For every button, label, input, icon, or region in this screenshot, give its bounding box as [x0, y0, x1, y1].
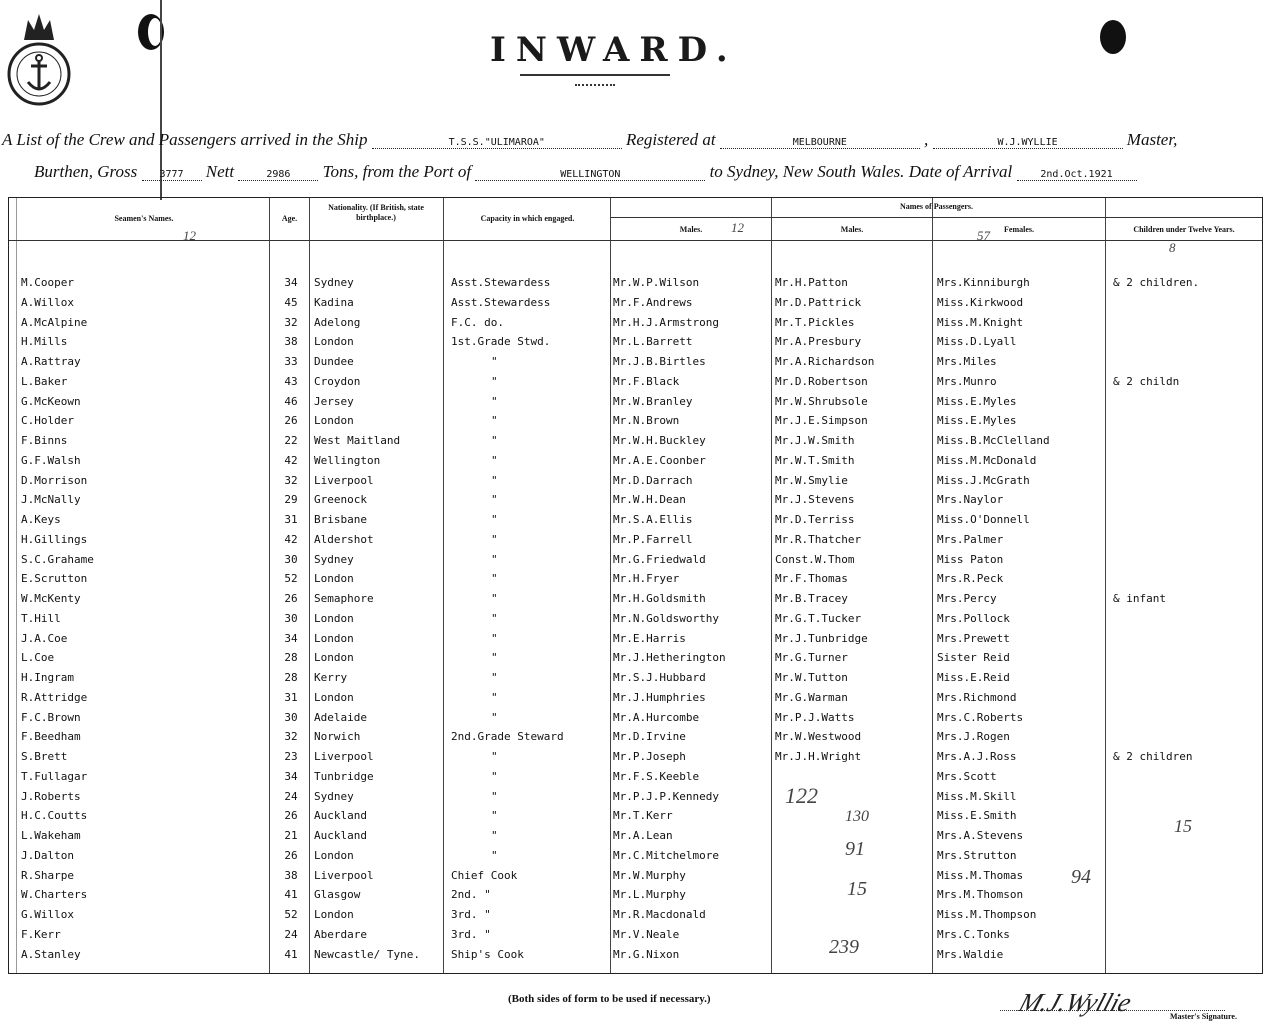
male-passenger: Mr.A.Lean [613, 829, 673, 842]
tally-note: 8 [1169, 240, 1176, 255]
seaman-name: W.Charters [21, 888, 88, 902]
seaman-name: H.C.Coutts [21, 809, 88, 823]
female-passenger: Mrs.Waldie [937, 947, 1004, 961]
male-passenger: Mr.N.Goldsworthy [613, 611, 719, 625]
seaman-name: L.Baker [21, 374, 68, 388]
age: 26 [284, 848, 298, 862]
female-passenger: Miss.M.Thomas [937, 868, 1024, 882]
male-passenger: Mr.W.Smylie [775, 473, 848, 487]
male-passenger: Const.W.Thom [775, 552, 855, 566]
seaman-name: A.Stanley [21, 947, 81, 961]
seaman-name: A.Rattray [21, 355, 81, 368]
male-passenger: Mr.W.Tutton [775, 671, 848, 684]
nationality: Glasgow [314, 888, 361, 902]
male-passenger: Mr.G.Warman [775, 690, 848, 704]
female-passenger: Mrs.Kinniburgh [937, 276, 1030, 289]
capacity: " [491, 611, 498, 625]
female-passenger: Mrs.J.Rogen [937, 730, 1010, 744]
nationality: Dundee [314, 355, 354, 368]
tally-note: 15 [1174, 816, 1192, 836]
capacity: " [491, 453, 498, 467]
seaman-name: G.Willox [21, 908, 74, 921]
children: & infant [1113, 592, 1166, 605]
male-passenger: Mr.T.Kerr [613, 809, 673, 823]
nationality: Auckland [314, 829, 367, 842]
age: 32 [284, 473, 298, 487]
seaman-name: T.Hill [21, 611, 61, 625]
tally-note: 15 [847, 878, 867, 900]
female-passenger: Miss.J.McGrath [937, 473, 1030, 487]
male-passenger: Mr.D.Darrach [613, 473, 693, 487]
capacity: " [491, 671, 498, 684]
male-passenger: Mr.J.H.Wright [775, 750, 862, 763]
male-passenger: Mr.P.Farrell [613, 532, 693, 546]
age: 28 [284, 651, 298, 665]
form-title: INWARD. [490, 30, 738, 70]
seaman-name: R.Sharpe [21, 868, 74, 882]
male-passenger: Mr.H.Goldsmith [613, 592, 706, 605]
male-passenger: Mr.T.Pickles [775, 315, 855, 329]
tally-note: 122 [785, 783, 818, 808]
nationality: West Maitland [314, 434, 401, 447]
capacity: " [491, 473, 498, 487]
ship-name: T.S.S."ULIMAROA" [372, 137, 622, 149]
male-passenger: Mr.F.Thomas [775, 572, 848, 586]
seaman-name: M.Cooper [21, 276, 74, 289]
nationality: Adelong [314, 315, 361, 329]
capacity: 3rd. " [451, 908, 491, 921]
age: 41 [284, 888, 298, 902]
seaman-name: A.Keys [21, 513, 61, 526]
signature-line [1000, 1010, 1225, 1011]
male-passenger: Mr.J.Humphries [613, 690, 706, 704]
female-passenger: Sister Reid [937, 651, 1010, 665]
male-passenger: Mr.G.Turner [775, 651, 848, 665]
tally-note: 94 [1071, 866, 1091, 888]
seal-emblem [4, 2, 74, 112]
male-passenger: Mr.D.Robertson [775, 374, 868, 388]
female-passenger: Miss.M.Thompson [937, 908, 1037, 921]
crew-passenger-table [8, 197, 1263, 974]
age: 26 [284, 809, 298, 823]
seaman-name: L.Wakeham [21, 829, 81, 842]
male-passenger: Mr.G.Friedwald [613, 552, 706, 566]
seaman-name: J.Roberts [21, 789, 81, 803]
male-passenger: Mr.W.T.Smith [775, 453, 855, 467]
children: & 2 children. [1113, 276, 1200, 289]
male-passenger: Mr.P.J.Watts [775, 710, 855, 724]
female-passenger: Miss.B.McClelland [937, 434, 1050, 447]
signature-label: Master's Signature. [1170, 1012, 1237, 1021]
capacity: " [491, 848, 498, 862]
seaman-name: D.Morrison [21, 473, 88, 487]
female-passenger: Mrs.Naylor [937, 493, 1004, 507]
capacity: Asst.Stewardess [451, 276, 551, 289]
age: 42 [284, 532, 298, 546]
female-passenger: Mrs.Palmer [937, 532, 1004, 546]
nationality: Norwich [314, 730, 361, 744]
capacity: " [491, 710, 498, 724]
female-passenger: Mrs.Pollock [937, 611, 1010, 625]
age: 41 [284, 947, 298, 961]
seaman-name: J.Dalton [21, 848, 74, 862]
seaman-name: J.McNally [21, 493, 81, 507]
male-passenger: Mr.F.S.Keeble [613, 769, 700, 783]
female-passenger: Miss.Kirkwood [937, 295, 1024, 309]
female-passenger: Miss.D.Lyall [937, 335, 1017, 349]
age: 34 [284, 769, 298, 783]
children: & 2 children [1113, 750, 1193, 763]
header-passengers: Names of Passengers. [899, 202, 974, 211]
male-passenger: Mr.G.Nixon [613, 947, 680, 961]
nationality: London [314, 690, 354, 704]
capacity: " [491, 374, 498, 388]
title-underline-dots [575, 84, 615, 86]
nationality: London [314, 631, 354, 645]
female-passenger: Miss.M.Knight [937, 315, 1024, 329]
male-passenger: Mr.A.Hurcombe [613, 710, 700, 724]
age: 42 [284, 453, 298, 467]
capacity: " [491, 750, 498, 763]
male-passenger: Mr.N.Brown [613, 414, 680, 428]
seaman-name: W.McKenty [21, 592, 81, 605]
seaman-name: T.Fullagar [21, 769, 88, 783]
female-passenger: Mrs.Richmond [937, 690, 1017, 704]
female-passenger: Mrs.Prewett [937, 631, 1010, 645]
nationality: Greenock [314, 493, 367, 507]
male-passenger: Mr.R.Macdonald [613, 908, 706, 921]
nationality: Kadina [314, 295, 354, 309]
male-passenger: Mr.D.Irvine [613, 730, 686, 744]
seaman-name: C.Holder [21, 414, 74, 428]
header-seamen: Seamen's Names. [114, 214, 174, 223]
nationality: London [314, 908, 354, 921]
seaman-name: A.Willox [21, 295, 74, 309]
nationality: London [314, 572, 354, 586]
nationality: Croydon [314, 374, 361, 388]
capacity: " [491, 572, 498, 586]
male-passenger: Mr.D.Terriss [775, 513, 855, 526]
age: 24 [284, 927, 298, 941]
female-passenger: Miss.M.Skill [937, 789, 1017, 803]
nationality: Liverpool [314, 473, 374, 487]
capacity: F.C. do. [451, 315, 504, 329]
seaman-name: R.Attridge [21, 690, 88, 704]
male-passenger: Mr.H.Fryer [613, 572, 680, 586]
age: 30 [284, 611, 298, 625]
capacity: " [491, 651, 498, 665]
male-passenger: Mr.A.Presbury [775, 335, 862, 349]
seaman-name: F.C.Brown [21, 710, 81, 724]
nationality: Brisbane [314, 513, 367, 526]
header-line-1: A List of the Crew and Passengers arrived in the Ship T.S.S."ULIMAROA" Registered at MELBOURNE , W.J.WYLLIE Master, [2, 130, 1178, 149]
female-passenger: Miss.O'Donnell [937, 513, 1030, 526]
female-passenger: Miss.M.McDonald [937, 453, 1037, 467]
nationality: London [314, 848, 354, 862]
male-passenger: Mr.G.T.Tucker [775, 611, 862, 625]
capacity: " [491, 690, 498, 704]
capacity: " [491, 789, 498, 803]
age: 30 [284, 552, 298, 566]
age: 34 [284, 276, 298, 289]
age: 38 [284, 335, 298, 349]
age: 26 [284, 592, 298, 605]
capacity: " [491, 631, 498, 645]
seaman-name: G.F.Walsh [21, 453, 81, 467]
capacity: 3rd. " [451, 927, 491, 941]
male-passenger: Mr.C.Mitchelmore [613, 848, 719, 862]
punch-hole-right [1100, 20, 1126, 54]
from-port: WELLINGTON [475, 169, 705, 181]
nationality: Sydney [314, 276, 354, 289]
nationality: Auckland [314, 809, 367, 823]
capacity: Chief Cook [451, 868, 518, 882]
master-signature: M.J.Wyllie [1015, 988, 1136, 1017]
nationality: London [314, 414, 354, 428]
age: 43 [284, 374, 298, 388]
seaman-name: J.A.Coe [21, 631, 68, 645]
age: 28 [284, 671, 298, 684]
male-passenger: Mr.J.B.Birtles [613, 355, 706, 368]
arrival-date: 2nd.Oct.1921 [1017, 169, 1137, 181]
nationality: Aberdare [314, 927, 367, 941]
capacity: " [491, 532, 498, 546]
female-passenger: Mrs.A.J.Ross [937, 750, 1017, 763]
male-passenger: Mr.P.J.P.Kennedy [613, 789, 719, 803]
male-passenger: Mr.J.Tunbridge [775, 631, 868, 645]
male-passenger: Mr.J.Hetherington [613, 651, 726, 665]
seaman-name: F.Beedham [21, 730, 81, 744]
capacity: 2nd.Grade Steward [451, 730, 564, 744]
tally-note: 130 [845, 808, 869, 825]
male-passenger: Mr.J.E.Simpson [775, 414, 868, 428]
age: 33 [284, 355, 298, 368]
capacity: " [491, 769, 498, 783]
male-passenger: Mr.W.H.Buckley [613, 434, 706, 447]
nationality: Sydney [314, 552, 354, 566]
age: 21 [284, 829, 298, 842]
capacity: Asst.Stewardess [451, 295, 551, 309]
header-capacity: Capacity in which engaged. [480, 214, 575, 223]
capacity: " [491, 829, 498, 842]
female-passenger: Mrs.Miles [937, 355, 997, 368]
header-males-1: Males. [679, 225, 703, 234]
nationality: Tunbridge [314, 769, 374, 783]
nationality: London [314, 335, 354, 349]
capacity: 1st.Grade Stwd. [451, 335, 551, 349]
age: 52 [284, 908, 298, 921]
age: 46 [284, 394, 298, 408]
male-passenger: Mr.D.Pattrick [775, 295, 862, 309]
male-passenger: Mr.L.Murphy [613, 888, 686, 902]
male-passenger: Mr.W.H.Dean [613, 493, 686, 507]
capacity: " [491, 493, 498, 507]
age: 22 [284, 434, 298, 447]
female-passenger: Mrs.M.Thomson [937, 888, 1024, 902]
age: 31 [284, 513, 298, 526]
tally-note: 91 [845, 838, 865, 860]
male-passenger: Mr.H.Patton [775, 276, 848, 289]
age: 26 [284, 414, 298, 428]
capacity: " [491, 592, 498, 605]
male-passenger: Mr.W.Shrubsole [775, 394, 868, 408]
tally-note: 12 [731, 220, 744, 235]
female-passenger: Miss.E.Smith [937, 809, 1017, 823]
capacity: " [491, 434, 498, 447]
male-passenger: Mr.W.P.Wilson [613, 276, 700, 289]
nationality: London [314, 611, 354, 625]
age: 30 [284, 710, 298, 724]
male-passenger: Mr.H.J.Armstrong [613, 315, 719, 329]
seaman-name: H.Gillings [21, 532, 88, 546]
capacity: " [491, 552, 498, 566]
seaman-name: F.Binns [21, 434, 68, 447]
capacity: " [491, 355, 498, 368]
header-age: Age. [281, 214, 298, 223]
master-name: W.J.WYLLIE [933, 137, 1123, 149]
male-passenger: Mr.A.Richardson [775, 355, 875, 368]
male-passenger: Mr.L.Barrett [613, 335, 693, 349]
female-passenger: Miss.E.Myles [937, 414, 1017, 428]
female-passenger: Mrs.Munro [937, 374, 997, 388]
seaman-name: F.Kerr [21, 927, 61, 941]
age: 34 [284, 631, 298, 645]
header-females: Females. [1004, 225, 1034, 234]
capacity: " [491, 809, 498, 823]
male-passenger: Mr.F.Andrews [613, 295, 693, 309]
footer-note: (Both sides of form to be used if necessary.) [508, 993, 711, 1005]
header-males-2: Males. [840, 225, 864, 234]
nationality: Liverpool [314, 750, 374, 763]
nationality: Aldershot [314, 532, 374, 546]
gross-tons: 3777 [142, 169, 202, 181]
header-children: Children under Twelve Years. [1133, 225, 1235, 234]
nationality: Newcastle/ Tyne. [314, 947, 420, 961]
male-passenger: Mr.S.A.Ellis [613, 513, 693, 526]
nationality: Sydney [314, 789, 354, 803]
male-passenger: Mr.P.Joseph [613, 750, 686, 763]
male-passenger: Mr.B.Tracey [775, 592, 848, 605]
tally-note: 239 [829, 936, 859, 958]
male-passenger: Mr.A.E.Coonber [613, 453, 706, 467]
female-passenger: Miss.E.Myles [937, 394, 1017, 408]
nationality: Wellington [314, 453, 381, 467]
seaman-name: S.C.Grahame [21, 552, 94, 566]
female-passenger: Mrs.Percy [937, 592, 997, 605]
nationality: London [314, 651, 354, 665]
header-nationality: Nationality. (If British, state birthplace.) [328, 203, 424, 222]
nationality: Adelaide [314, 710, 367, 724]
age: 38 [284, 868, 298, 882]
tally-note: 57 [977, 228, 990, 243]
female-passenger: Mrs.Scott [937, 769, 997, 783]
seaman-name: G.McKeown [21, 394, 81, 408]
female-passenger: Mrs.Strutton [937, 848, 1017, 862]
male-passenger: Mr.R.Thatcher [775, 532, 862, 546]
children: & 2 childn [1113, 374, 1180, 388]
age: 52 [284, 572, 298, 586]
nationality: Jersey [314, 394, 354, 408]
capacity: " [491, 513, 498, 526]
female-passenger: Miss Paton [937, 552, 1004, 566]
female-passenger: Mrs.A.Stevens [937, 829, 1024, 842]
seaman-name: E.Scrutton [21, 572, 88, 586]
female-passenger: Miss.E.Reid [937, 671, 1010, 684]
male-passenger: Mr.V.Neale [613, 927, 680, 941]
seaman-name: S.Brett [21, 750, 68, 763]
tally-note: 12 [183, 228, 196, 243]
nationality: Liverpool [314, 868, 374, 882]
capacity: Ship's Cook [451, 947, 524, 961]
title-underline [520, 74, 670, 76]
age: 45 [284, 295, 298, 309]
nett-tons: 2986 [238, 169, 318, 181]
female-passenger: Mrs.R.Peck [937, 572, 1004, 586]
age: 24 [284, 789, 298, 803]
age: 23 [284, 750, 298, 763]
male-passenger: Mr.F.Black [613, 374, 680, 388]
age: 31 [284, 690, 298, 704]
capacity: 2nd. " [451, 888, 491, 902]
male-passenger: Mr.J.W.Smith [775, 434, 855, 447]
nationality: Kerry [314, 671, 348, 684]
male-passenger: Mr.W.Murphy [613, 868, 686, 882]
capacity: " [491, 394, 498, 408]
female-passenger: Mrs.C.Tonks [937, 927, 1010, 941]
age: 32 [284, 730, 298, 744]
age: 32 [284, 315, 298, 329]
header-line-2: Burthen, Gross 3777 Nett 2986 Tons, from the Port of WELLINGTON to Sydney, New South Wales. Date of Arrival 2nd.Oct.1921 [34, 162, 1137, 182]
seaman-name: A.McAlpine [21, 315, 88, 329]
male-passenger: Mr.W.Westwood [775, 730, 862, 744]
age: 29 [284, 493, 298, 507]
nationality: Semaphore [314, 592, 374, 605]
male-passenger: Mr.E.Harris [613, 631, 686, 645]
capacity: " [491, 414, 498, 428]
male-passenger: Mr.W.Branley [613, 394, 693, 408]
female-passenger: Mrs.C.Roberts [937, 710, 1024, 724]
seaman-name: H.Ingram [21, 671, 74, 684]
male-passenger: Mr.J.Stevens [775, 493, 855, 507]
seaman-name: L.Coe [21, 651, 55, 665]
seaman-name: H.Mills [21, 335, 68, 349]
male-passenger: Mr.S.J.Hubbard [613, 671, 706, 684]
registered-port: MELBOURNE [720, 137, 920, 149]
